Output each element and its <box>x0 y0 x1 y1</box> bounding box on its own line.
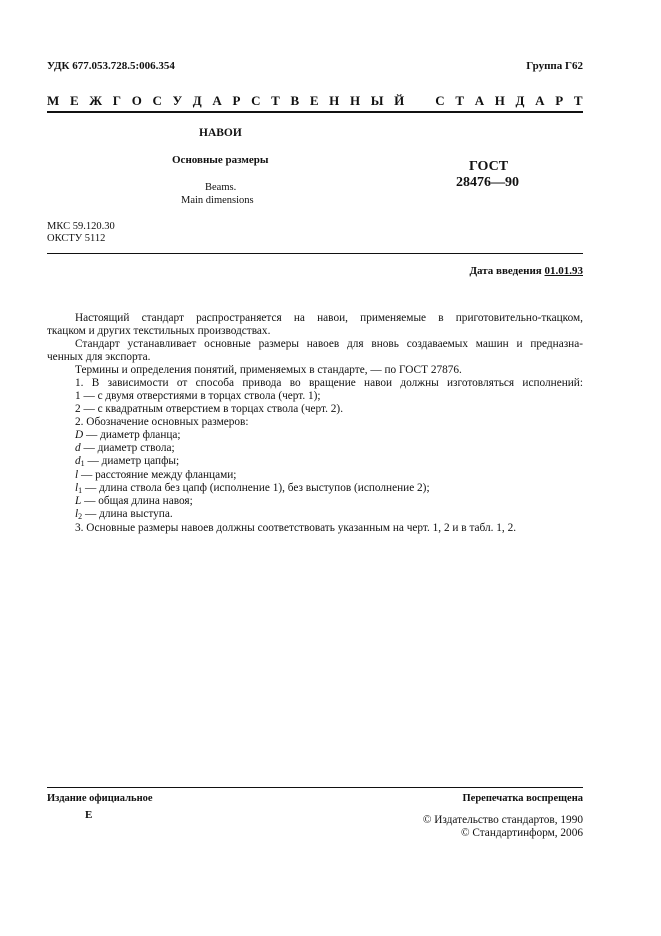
copyright-standartinform: © Стандартинформ, 2006 <box>460 827 583 839</box>
document-subtitle: Основные размеры <box>172 154 269 166</box>
clause-3: 3. Основные размеры навоев должны соответствовать указанным на черт. 1, 2 и в табл. 1, 2. <box>75 522 517 534</box>
definition-text: — общая длина навоя; <box>81 495 193 507</box>
reprint-prohibited-label: Перепечатка воспрещена <box>462 793 583 804</box>
intro-date-value: 01.01.93 <box>544 265 583 277</box>
definition-text: — диаметр ствола; <box>80 442 175 454</box>
clause-1-item-1: 1 — с двумя отверстиями в торцах ствола (черт. 1); <box>75 390 321 402</box>
clause-1: 1. В зависимости от способа привода во вращение навои должны изготовляться исполнений: <box>75 377 583 389</box>
paragraph-terms: Термины и определения понятий, применяемых в стандарте, — по ГОСТ 27876. <box>75 364 462 376</box>
clause-2: 2. Обозначение основных размеров: <box>75 416 249 428</box>
symbol: d <box>75 455 81 467</box>
intro-date-label: Дата введения <box>469 265 542 277</box>
symbol: d <box>75 442 81 454</box>
group-code: Группа Г62 <box>526 60 583 72</box>
symbol: L <box>75 495 82 507</box>
definition-text: — диаметр фланца; <box>83 429 181 441</box>
symbol: l <box>75 482 79 494</box>
definition-text: — длина ствола без цапф (исполнение 1), без выступов (исполнение 2); <box>82 482 430 494</box>
symbol-subscript: 1 <box>78 486 83 495</box>
paragraph-purpose-line2: ченных для экспорта. <box>47 351 151 363</box>
gost-label: ГОСТ <box>469 159 509 174</box>
header-rule <box>47 111 583 113</box>
definition-text: — длина выступа. <box>82 508 173 520</box>
official-edition-label: Издание официальное <box>47 793 153 804</box>
english-title-line1: Beams. <box>205 182 237 193</box>
copyright-publisher: © Издательство стандартов, 1990 <box>422 814 583 826</box>
footer-rule <box>47 787 583 788</box>
symbol: l <box>75 469 79 481</box>
mks-code: МКС 59.120.30 <box>47 221 115 232</box>
document-title: НАВОИ <box>199 127 242 139</box>
intro-date <box>469 265 583 277</box>
symbol: D <box>75 429 84 441</box>
paragraph-scope-line1: Настоящий стандарт распространяется на навои, применяемые в приготовительно-ткацком, <box>75 312 583 324</box>
udk-code: УДК 677.053.728.5:006.354 <box>47 60 175 72</box>
symbol-subscript: 1 <box>80 459 85 468</box>
english-title-line2: Main dimensions <box>181 195 254 206</box>
clause-1-item-2: 2 — с квадратным отверстием в торцах ствола (черт. 2). <box>75 403 344 415</box>
definition-text: — расстояние между фланцами; <box>78 469 237 481</box>
edition-letter: Е <box>85 809 93 821</box>
symbol: l <box>75 508 79 520</box>
interstate-standard-heading: М Е Ж Г О С У Д А Р С Т В Е Н Н Ы Й С Т А Н Д А Р Т <box>47 93 583 108</box>
title-rule <box>47 253 583 254</box>
paragraph-purpose-line1: Стандарт устанавливает основные размеры навоев для вновь создаваемых машин и предназна- <box>75 338 583 350</box>
okstu-code: ОКСТУ 5112 <box>47 233 106 244</box>
definition-text: — диаметр цапфы; <box>84 455 180 467</box>
symbol-subscript: 2 <box>78 512 83 521</box>
paragraph-scope-line2: ткацком и других текстильных производствах. <box>47 325 271 337</box>
gost-number: 28476—90 <box>456 175 519 190</box>
